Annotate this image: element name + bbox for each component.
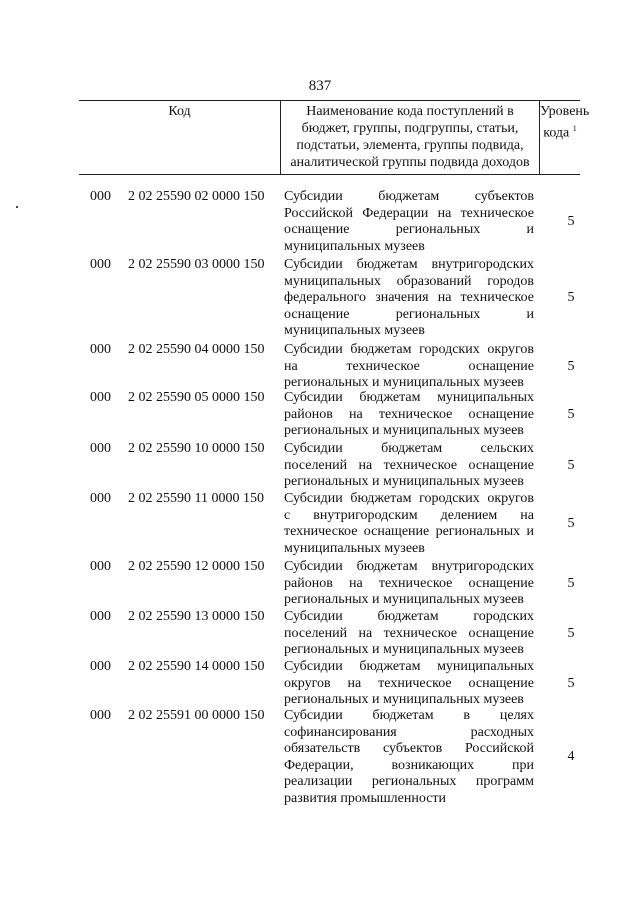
table-header	[79, 100, 590, 175]
income-name-line: Субсидии бюджетам муниципальных	[284, 659, 534, 674]
income-name	[284, 708, 534, 807]
income-name-line: оснащение региональных и	[284, 306, 534, 322]
income-name-line: региональных и муниципальных музеев	[284, 423, 524, 438]
income-name-line: районов на техническое оснащение	[284, 406, 534, 422]
income-name-line: с внутригородским делением на	[284, 507, 534, 523]
admin-code: 000	[90, 708, 111, 723]
income-name	[284, 390, 534, 440]
income-name	[284, 491, 534, 557]
income-name-line: муниципальных музеев	[284, 238, 425, 254]
income-code: 2 02 25590 04 0000 150	[128, 342, 265, 357]
admin-code: 000	[90, 491, 111, 506]
admin-code: 000	[90, 342, 111, 357]
income-name	[284, 659, 534, 709]
income-name-line: районов на техническое оснащение	[284, 575, 534, 591]
income-name-line: Субсидии бюджетам в целях	[284, 708, 534, 723]
header-code: Код	[168, 104, 191, 119]
income-name-line: на техническое оснащение	[284, 358, 534, 374]
income-name-line: региональных и муниципальных музеев	[284, 474, 524, 489]
income-name-line: поселений на техническое оснащение	[284, 625, 534, 641]
income-code: 2 02 25591 00 0000 150	[128, 708, 265, 723]
income-code: 2 02 25590 03 0000 150	[128, 257, 265, 272]
code-level: 5	[567, 406, 575, 422]
income-name-line: региональных и муниципальных музеев	[284, 692, 524, 707]
income-name-line: Российской Федерации на техническое	[284, 205, 534, 221]
code-level: 5	[567, 515, 575, 531]
income-name	[284, 342, 534, 392]
code-level: 5	[567, 575, 575, 591]
income-name	[284, 609, 534, 659]
code-level: 5	[567, 675, 575, 691]
income-name-line: региональных и муниципальных музеев	[284, 375, 524, 390]
admin-code: 000	[90, 609, 111, 624]
income-name-line: Субсидии бюджетам городских округов	[284, 342, 534, 357]
admin-code: 000	[90, 441, 111, 456]
income-name-line: техническое оснащение региональных и	[284, 524, 534, 539]
admin-code: 000	[90, 559, 111, 574]
header-name-line: подстатьи, элемента, группы подвида,	[296, 138, 524, 153]
income-name-line: софинансирования расходных	[284, 724, 534, 740]
income-name-line: реализации региональных программ	[284, 774, 534, 789]
income-name-line: округов на техническое оснащение	[284, 675, 534, 691]
header-name	[281, 103, 539, 171]
code-level: 5	[567, 457, 575, 473]
income-name-line: Субсидии бюджетам сельских	[284, 441, 534, 456]
income-name-line: Федерации, возникающих при	[284, 757, 534, 773]
header-level-line1: Уровень	[540, 104, 590, 119]
income-name-line: региональных и муниципальных музеев	[284, 642, 524, 657]
page-number: 837	[308, 78, 332, 94]
income-name-line: Субсидии бюджетам субъектов	[284, 189, 534, 204]
header-level-line2: кода $^1$	[543, 124, 577, 141]
footnote-mark: 1	[572, 124, 577, 133]
income-code: 2 02 25590 02 0000 150	[128, 189, 265, 204]
income-name-line: обязательств субъектов Российской	[284, 741, 534, 756]
income-code: 2 02 25590 10 0000 150	[128, 441, 265, 456]
header-name-line: бюджет, группы, подгруппы, статьи,	[301, 121, 519, 136]
income-code: 2 02 25590 05 0000 150	[128, 390, 265, 405]
income-name-line: муниципальных музеев	[284, 323, 425, 338]
scan-mark	[16, 206, 18, 208]
income-name-line: региональных и муниципальных музеев	[284, 592, 524, 607]
income-name-line: поселений на техническое оснащение	[284, 457, 534, 473]
code-level: 4	[567, 749, 575, 765]
income-name-line: Субсидии бюджетам городских	[284, 609, 534, 624]
code-level: 5	[567, 213, 575, 229]
code-level: 5	[567, 625, 575, 641]
income-name	[284, 257, 534, 340]
income-name-line: Субсидии бюджетам муниципальных	[284, 390, 534, 405]
admin-code: 000	[90, 189, 111, 204]
income-code: 2 02 25590 13 0000 150	[128, 609, 265, 624]
income-name	[284, 189, 534, 255]
admin-code: 000	[90, 257, 111, 272]
header-name-line: Наименование кода поступлений в	[306, 104, 514, 119]
admin-code: 000	[90, 390, 111, 405]
income-code: 2 02 25590 14 0000 150	[128, 659, 265, 674]
income-name-line: федерального значения на техническое	[284, 290, 534, 305]
code-level: 5	[567, 290, 575, 305]
income-name-line: оснащение региональных и	[284, 222, 534, 237]
income-name-line: развития промышленности	[284, 790, 447, 806]
header-name-line: аналитической группы подвида доходов	[290, 155, 530, 170]
income-name	[284, 559, 534, 609]
income-name-line: Субсидии бюджетам внутригородских	[284, 559, 534, 574]
income-name-line: Субсидии бюджетам внутригородских	[284, 257, 534, 272]
header-level	[540, 103, 590, 142]
income-name-line: Субсидии бюджетам городских округов	[284, 491, 534, 506]
admin-code: 000	[90, 659, 111, 674]
code-level: 5	[567, 358, 575, 374]
income-code: 2 02 25590 12 0000 150	[128, 559, 265, 574]
income-name-line: муниципальных образований городов	[284, 273, 534, 289]
income-code: 2 02 25590 11 0000 150	[128, 491, 264, 506]
income-name	[284, 441, 534, 491]
income-name-line: муниципальных музеев	[284, 540, 425, 556]
